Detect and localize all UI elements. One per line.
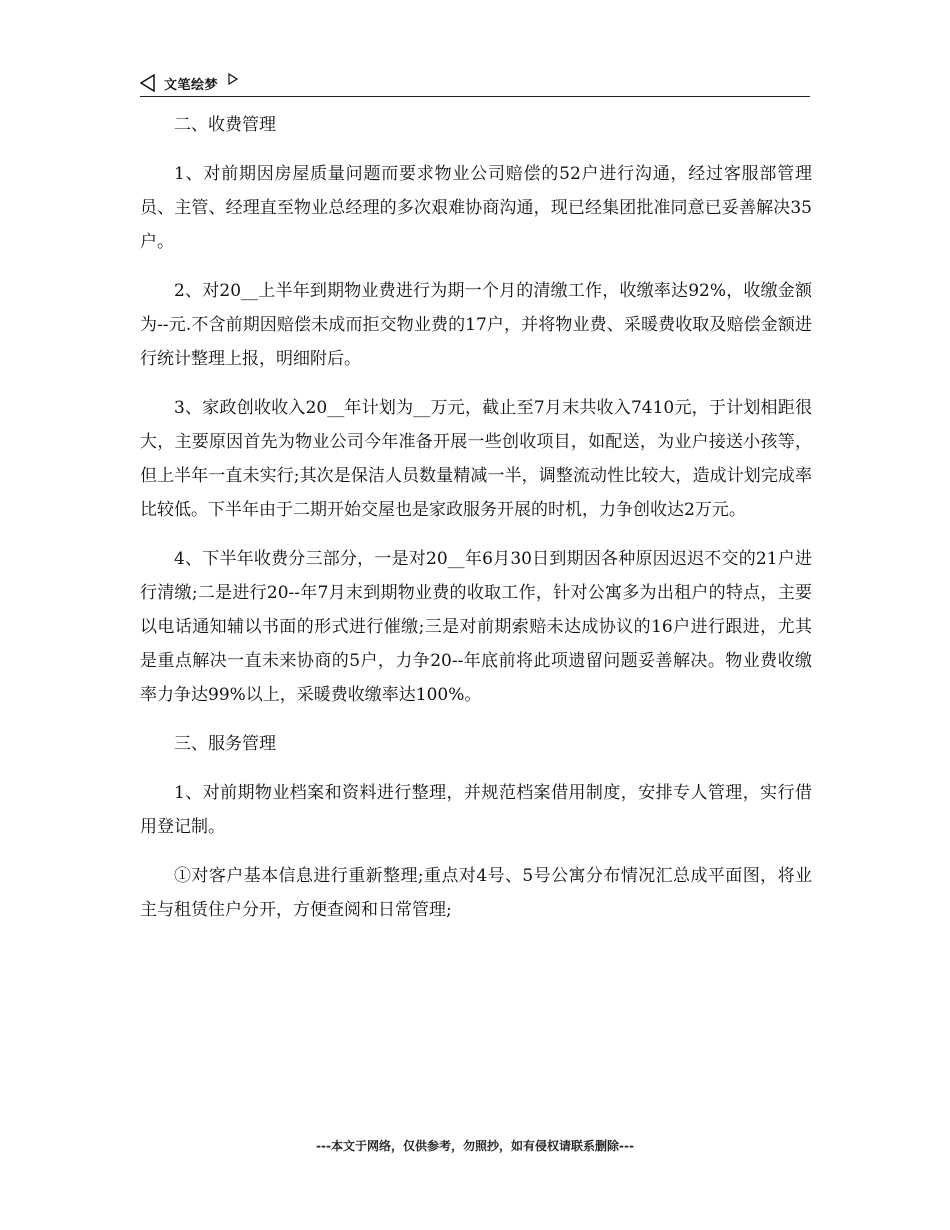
footer-disclaimer: ---本文于网络，仅供参考，勿照抄，如有侵权请联系删除---	[316, 1139, 634, 1153]
paragraph-fees-4: 4、下半年收费分三部分，一是对20__年6月30日到期因各种原因迟迟不交的21户进行清缴;二是进行20--年7月末到期物业费的收取工作，针对公寓多为出租户的特点，主要以电话通知辅以书面的形式进行催缴;三是对前期索赔未达成协议的16户进行跟进，尤其是重点解决一直未来协商的5户，力争20--年底前将此项遗留问题妥善解决。物业费收缴率力争达99%以上，采暖费收缴率达100%。	[140, 549, 812, 705]
header-title: 文笔绘梦	[164, 78, 219, 93]
paragraph-fees-3: 3、家政创收收入20__年计划为__万元，截止至7月末共收入7410元，于计划相距很大，主要原因首先为物业公司今年准备开展一些创收项目，如配送，为业户接送小孩等，但上半年一直未实行;其次是保洁人员数量精减一半，调整流动性比较大，造成计划完成率比较低。下半年由于二期开始交屋也是家政服务开展的时机，力争创收达2万元。	[140, 398, 812, 520]
section-heading-service: 三、服务管理	[174, 734, 276, 754]
document-body	[140, 108, 812, 942]
page-header	[140, 72, 810, 97]
paragraph-fees-1: 1、对前期因房屋质量问题而要求物业公司赔偿的52户进行沟通，经过客服部管理员、主管、经理直至物业总经理的多次艰难协商沟通，现已经集团批准同意已妥善解决35户。	[140, 164, 812, 252]
paragraph-fees-2: 2、对20__上半年到期物业费进行为期一个月的清缴工作，收缴率达92%，收缴金额为--元.不含前期因赔偿未成而拒交物业费的17户，并将物业费、采暖费收取及赔偿金额进行统计整理上报，明细附后。	[140, 281, 812, 369]
section-heading-fees: 二、收费管理	[174, 115, 276, 135]
paragraph-service-1: 1、对前期物业档案和资料进行整理，并规范档案借用制度，安排专人管理，实行借用登记制。	[140, 783, 812, 837]
paragraph-service-1-item: ①对客户基本信息进行重新整理;重点对4号、5号公寓分布情况汇总成平面图，将业主与租赁住户分开，方便查阅和日常管理;	[140, 866, 812, 920]
triangle-left-icon	[140, 74, 156, 92]
triangle-right-icon	[228, 73, 238, 85]
